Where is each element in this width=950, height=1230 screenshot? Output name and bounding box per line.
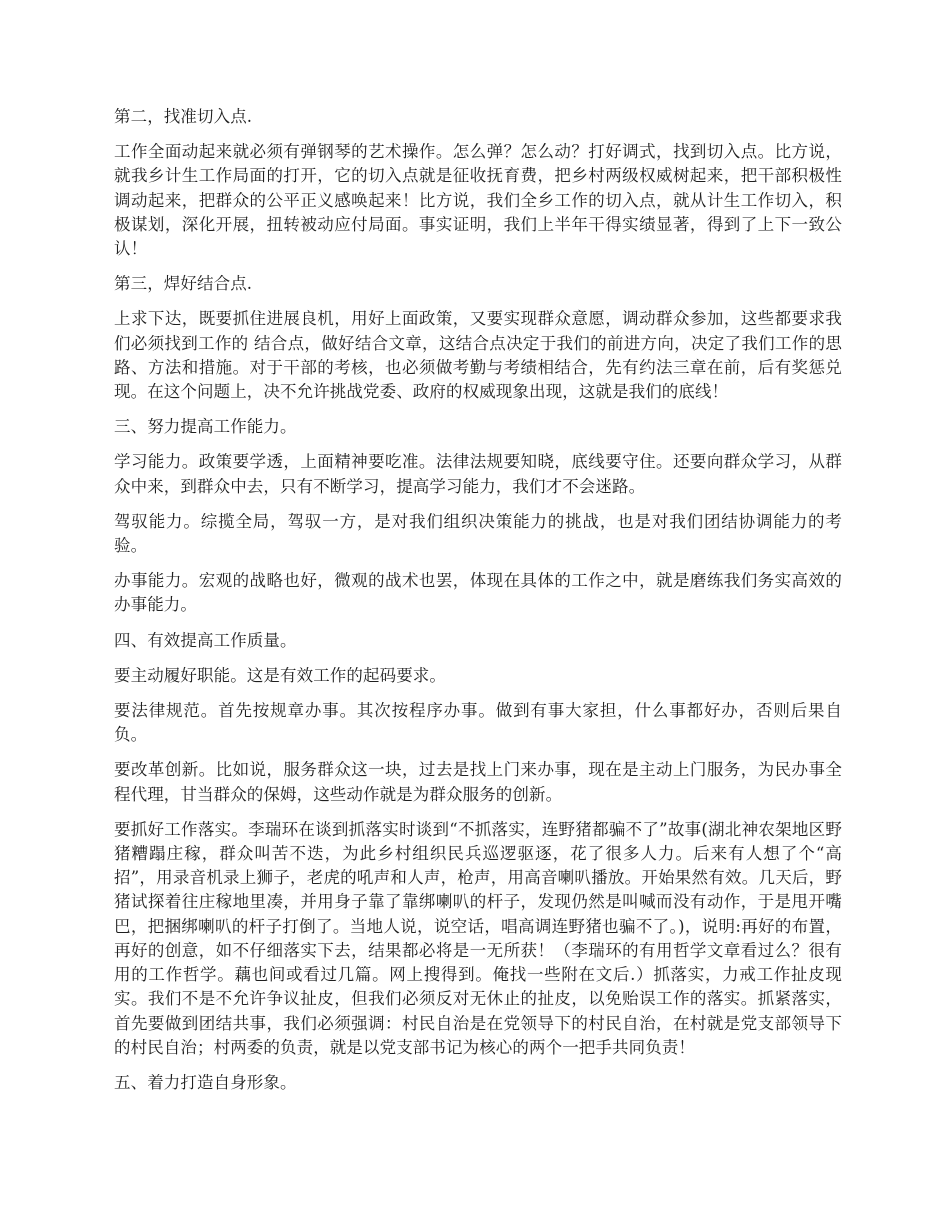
section-heading: 第二，找准切入点. [114, 107, 253, 126]
section-heading: 三、努力提高工作能力。 [114, 417, 297, 437]
paragraph: 工作全面动起来就必须有弹钢琴的艺术操作。怎么弹？怎么动？打好调式，找到切入点。比方说，就我乡计生工作局面的打开，它的切入点就是征收抚育费，把乡村两级权威树起来，把干部积极性调动起来，把群众的公平正义感唤起来！比方说，我们全乡工作的切入点，就从计生工作切入，积极谋划，深化开展，扭转被动应付局面。事实证明，我们上半年干得实绩显著，得到了上下一致公认！ [114, 142, 842, 259]
section-heading: 第三，焊好结合点. [114, 274, 253, 294]
paragraph: 要主动履好职能。这是有效工作的起码要求。 [114, 665, 446, 685]
section-heading: 四、有效提高工作质量。 [114, 630, 297, 650]
paragraph: 办事能力。宏观的战略也好，微观的战术也罢，体现在具体的工作之中，就是磨练我们务实高效的办事能力。 [114, 571, 842, 615]
paragraph: 要法律规范。首先按规章办事。其次按程序办事。做到有事大家担，什么事都好办，否则后果自负。 [114, 701, 842, 745]
document-body [114, 105, 842, 1106]
paragraph: 学习能力。政策要学透，上面精神要吃准。法律法规要知晓，底线要守住。还要向群众学习，从群众中来，到群众中去，只有不断学习，提高学习能力，我们才不会迷路。 [114, 452, 842, 496]
paragraph: 上求下达，既要抓住进展良机，用好上面政策，又要实现群众意愿，调动群众参加，这些都要求我们必须找到工作的 结合点，做好结合文章，这结合点决定于我们的前进方向，决定了我们工作的思路、方法和措施。对于干部的考核，也必须做考勤与考绩相结合，先有约法三章在前，后有奖惩兑现。在这个问题上，决不允许挑战党委、政府的权威现象出现，这就是我们的底线！ [114, 309, 842, 402]
paragraph: 要改革创新。比如说，服务群众这一块，过去是找上门来办事，现在是主动上门服务，为民办事全程代理，甘当群众的保姆，这些动作就是为群众服务的创新。 [114, 760, 842, 804]
paragraph: 要抓好工作落实。李瑞环在谈到抓落实时谈到“不抓落实，连野猪都骗不了”故事(湖北神农架地区野猪糟蹋庄稼，群众叫苦不迭，为此乡村组织民兵巡逻驱逐，花了很多人力。后来有人想了个“高招”，用录音机录上狮子，老虎的吼声和人声，枪声，用高音喇叭播放。开始果然有效。几天后，野猪试探着往庄稼地里凑，并用身子靠了靠绑喇叭的杆子，发现仍然是叫喊而没有动作，于是甩开嘴巴，把捆绑喇叭的杆子打倒了。当地人说，说空话，唱高调连野猪也骗不了。)，说明:再好的布置，再好的创意，如不仔细落实下去，结果都必将是一无所获！（李瑞环的有用哲学文章看过么？很有用的工作哲学。藕也间或看过几篇。网上搜得到。俺找一些附在文后.）抓落实，力戒工作扯皮现实。我们不是不允许争议扯皮，但我们必须反对无休止的扯皮，以免贻误工作的落实。抓紧落实，首先要做到团结共事，我们必须强调：村民自治是在党领导下的村民自治，在村就是党支部领导下的村民自治；村两委的负责，就是以党支部书记为核心的两个一把手共同负责！ [114, 819, 842, 1057]
section-heading: 五、着力打造自身形象。 [114, 1072, 297, 1092]
paragraph: 驾驭能力。综揽全局，驾驭一方，是对我们组织决策能力的挑战，也是对我们团结协调能力的考验。 [114, 511, 842, 556]
